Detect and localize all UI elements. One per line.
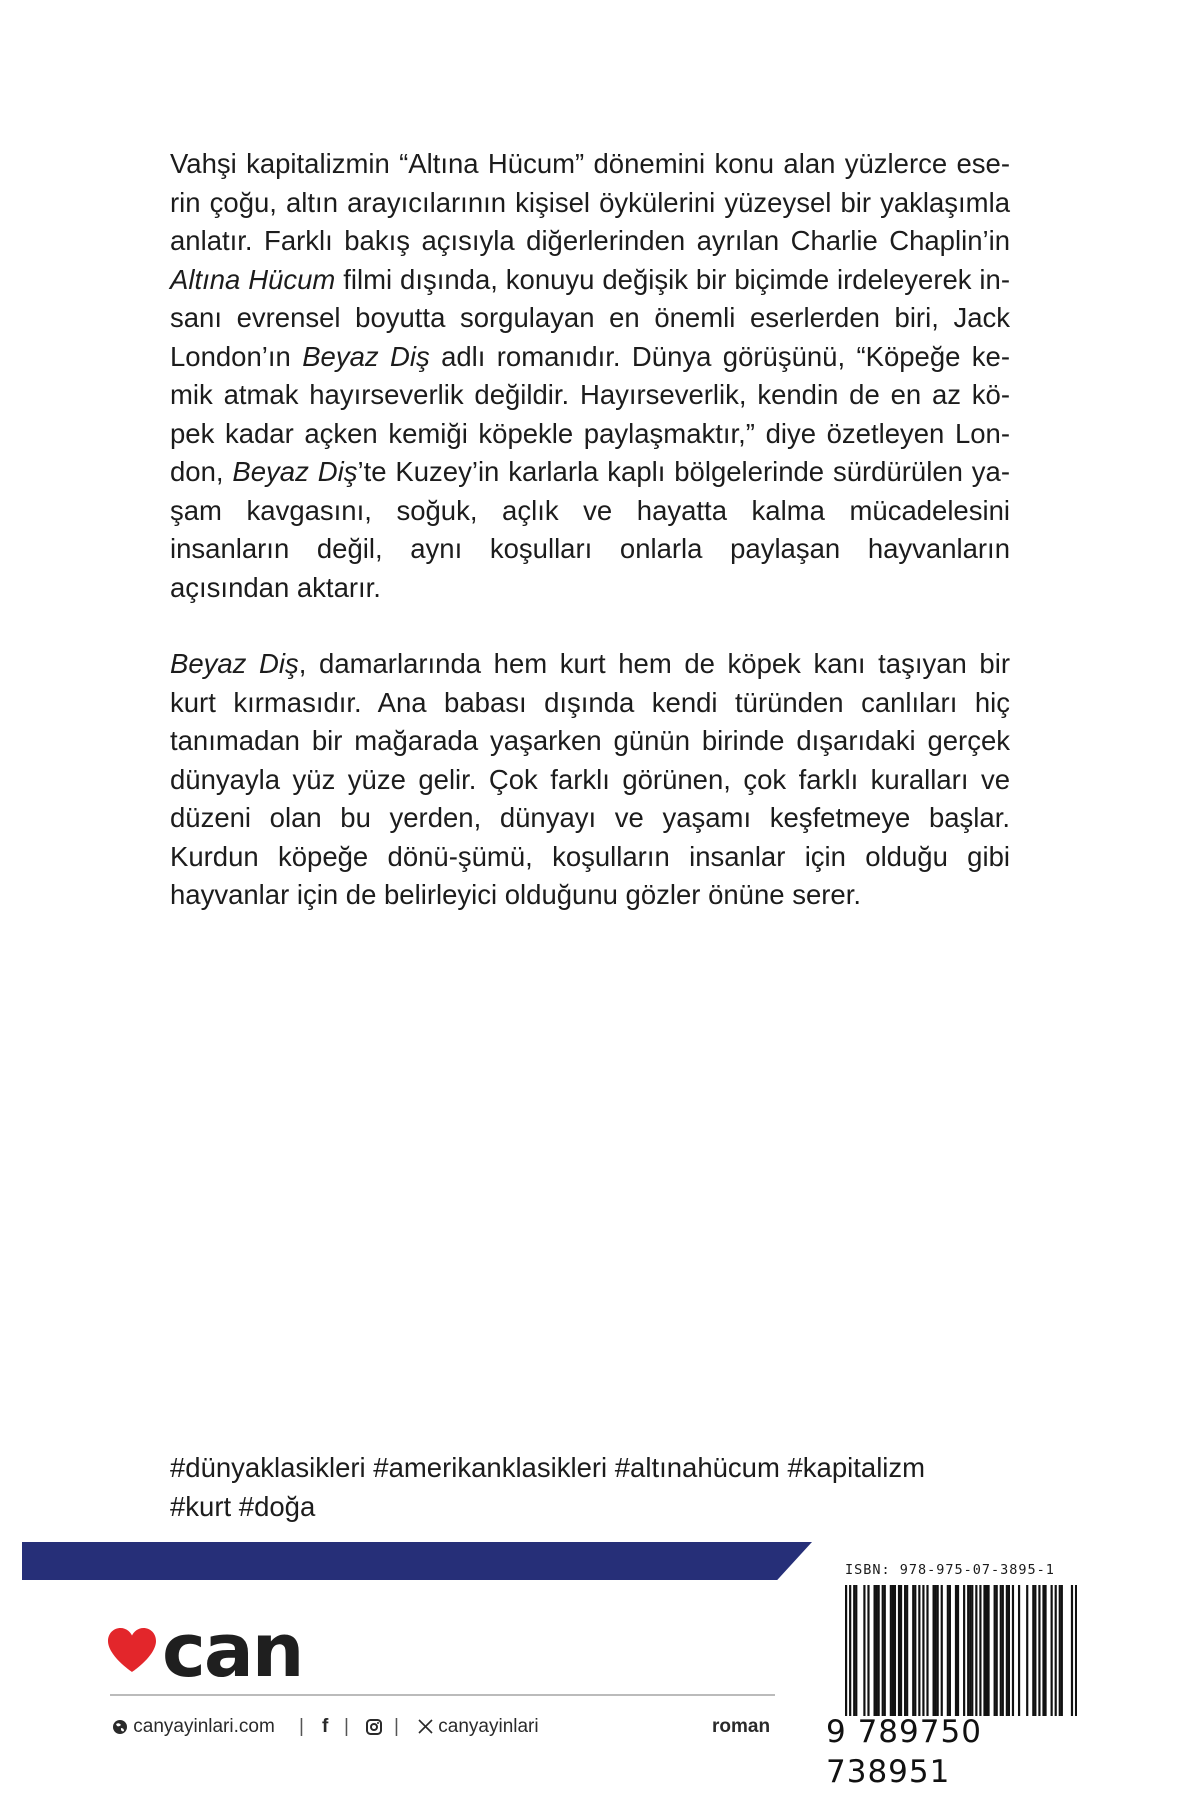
book-title: Beyaz Diş: [170, 648, 299, 679]
publisher-logo: [106, 1608, 303, 1694]
publisher-logo-wordmark: can: [162, 1608, 303, 1694]
footer-separator: |: [394, 1716, 399, 1737]
website-text: canyayinlari.com: [133, 1716, 275, 1737]
instagram-icon: [366, 1719, 382, 1735]
genre-label: roman: [712, 1716, 771, 1737]
x-link[interactable]: [418, 1712, 539, 1742]
back-cover-blurb: [170, 145, 1010, 915]
footer-separator: |: [299, 1716, 304, 1737]
publisher-color-band: [22, 1542, 812, 1580]
blurb-text: adlı romanıdır. Dünya görüşünü, “Köpeğe ke-mik atmak hayırseverlik değildir. Hayırseverlik, kendin de en az kö-pek kadar açken kemiği köpekle paylaşmaktır,” diye özetleyen Lon-don,: [170, 340, 1011, 487]
hashtags: #dünyaklasikleri #amerikanklasikleri #altınahücum #kapitalizm #kurt #doğa: [170, 1452, 926, 1522]
blurb-paragraph-2: [170, 645, 1010, 915]
heart-icon: [106, 1626, 158, 1674]
blurb-text: filmi dışında, konuyu değişik bir biçimde irdeleyerek in-sanı evrensel boyutta sorgulayan en önemli eserlerden biri, Jack London’ın: [170, 263, 1010, 372]
blurb-text: , damarlarında hem kurt hem de köpek kanı taşıyan bir kurt kırmasıdır. Ana babası dışında kendi türünden canlıları hiç tanımadan bir mağarada yaşarken günün birinde dışarıdaki gerçek dünyayla yüz yüze gelir. Çok farklı görünen, çok farklı kuralları ve düzeni olan bu yerden, dünyayı ve yaşamı keşfetmeye başlar. Kurdun köpeğe dönü-şümü, koşulların insanlar için olduğu gibi hayvanlar için de belirleyici olduğunu gözler önüne serer.: [170, 648, 1010, 910]
website-link[interactable]: [112, 1712, 275, 1742]
instagram-link[interactable]: [366, 1712, 382, 1742]
globe-icon: [112, 1719, 128, 1735]
x-icon: [418, 1719, 433, 1734]
blurb-paragraph-1: [170, 145, 1010, 607]
footer-divider: [110, 1694, 775, 1696]
social-handle: canyayinlari: [438, 1716, 539, 1737]
barcode-digits: 9 789750 738951: [826, 1714, 982, 1790]
blurb-text: ’te Kuzey’in karlarla kaplı bölgelerinde sürdürülen ya-şam kavgasını, soğuk, açlık ve hayatta kalma mücadelesini insanların değil, aynı koşulları onlarla paylaşan hayvanların açısından aktarır.: [170, 456, 1011, 603]
blurb-text: Vahşi kapitalizmin “Altına Hücum” dönemini konu alan yüzlerce ese-rin çoğu, altın arayıcılarının kişisel öykülerini yüzeysel bir yaklaşımla anlatır. Farklı bakış açısıyla diğerlerinden ayrılan Charlie Chaplin’in: [170, 148, 1010, 256]
isbn-label: ISBN: 978-975-07-3895-1: [845, 1562, 1055, 1578]
book-title: Beyaz Diş: [232, 456, 358, 487]
film-title: Altına Hücum: [170, 263, 336, 295]
book-title: Beyaz Diş: [302, 340, 430, 372]
facebook-icon[interactable]: f: [322, 1716, 329, 1737]
footer-links: [112, 1712, 782, 1742]
footer-separator: |: [344, 1716, 349, 1737]
